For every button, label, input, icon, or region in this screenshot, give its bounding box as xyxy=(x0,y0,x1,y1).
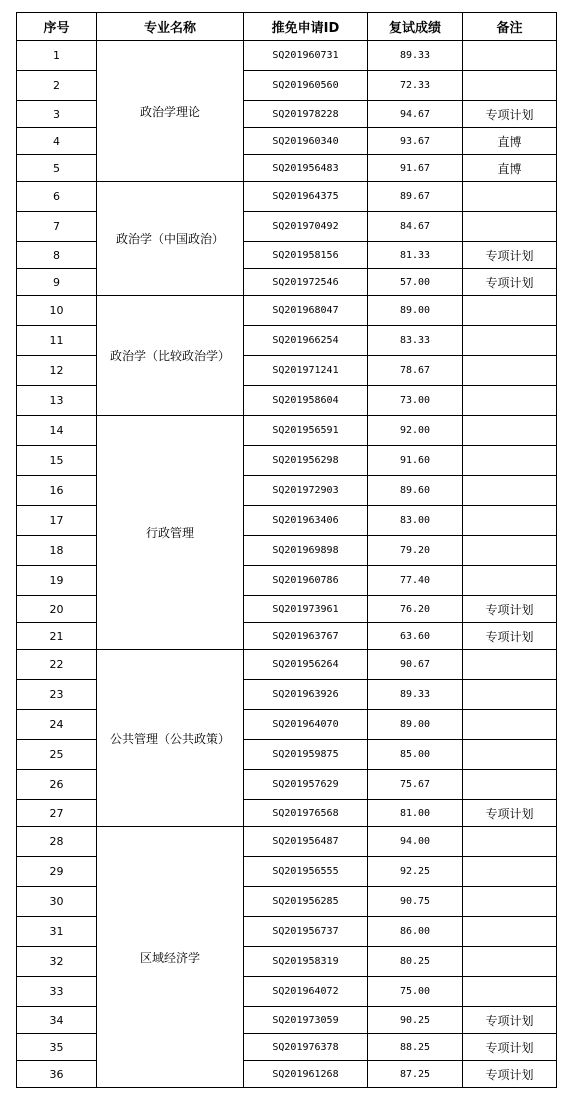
row-index: 10 xyxy=(17,296,97,326)
retest-score: 91.67 xyxy=(368,155,463,182)
application-id: SQ201956737 xyxy=(244,917,368,947)
major-name: 政治学（比较政治学） xyxy=(97,296,244,416)
row-index: 24 xyxy=(17,710,97,740)
row-index: 28 xyxy=(17,827,97,857)
row-index: 2 xyxy=(17,71,97,101)
header-note: 备注 xyxy=(463,13,557,41)
row-index: 11 xyxy=(17,326,97,356)
row-index: 13 xyxy=(17,386,97,416)
application-id: SQ201957629 xyxy=(244,770,368,800)
note: 专项计划 xyxy=(463,1007,557,1034)
note: 专项计划 xyxy=(463,269,557,296)
retest-score: 57.00 xyxy=(368,269,463,296)
row-index: 30 xyxy=(17,887,97,917)
row-index: 18 xyxy=(17,536,97,566)
row-index: 22 xyxy=(17,650,97,680)
row-index: 21 xyxy=(17,623,97,650)
retest-score: 72.33 xyxy=(368,71,463,101)
table-row xyxy=(17,650,557,680)
application-id: SQ201956264 xyxy=(244,650,368,680)
admission-results-table xyxy=(16,12,557,1088)
application-id: SQ201958156 xyxy=(244,242,368,269)
retest-score: 81.00 xyxy=(368,800,463,827)
application-id: SQ201963406 xyxy=(244,506,368,536)
table-header-row xyxy=(17,13,557,41)
row-index: 26 xyxy=(17,770,97,800)
retest-score: 89.33 xyxy=(368,680,463,710)
row-index: 32 xyxy=(17,947,97,977)
application-id: SQ201972903 xyxy=(244,476,368,506)
note xyxy=(463,710,557,740)
note xyxy=(463,977,557,1007)
major-name: 行政管理 xyxy=(97,416,244,650)
application-id: SQ201956298 xyxy=(244,446,368,476)
application-id: SQ201960786 xyxy=(244,566,368,596)
header-application-id: 推免申请ID xyxy=(244,13,368,41)
note xyxy=(463,41,557,71)
row-index: 7 xyxy=(17,212,97,242)
application-id: SQ201976568 xyxy=(244,800,368,827)
retest-score: 77.40 xyxy=(368,566,463,596)
retest-score: 73.00 xyxy=(368,386,463,416)
retest-score: 89.60 xyxy=(368,476,463,506)
application-id: SQ201969898 xyxy=(244,536,368,566)
row-index: 19 xyxy=(17,566,97,596)
application-id: SQ201956555 xyxy=(244,857,368,887)
table-row xyxy=(17,416,557,446)
application-id: SQ201958604 xyxy=(244,386,368,416)
note xyxy=(463,296,557,326)
row-index: 9 xyxy=(17,269,97,296)
row-index: 27 xyxy=(17,800,97,827)
application-id: SQ201956483 xyxy=(244,155,368,182)
application-id: SQ201976378 xyxy=(244,1034,368,1061)
application-id: SQ201956487 xyxy=(244,827,368,857)
row-index: 4 xyxy=(17,128,97,155)
note xyxy=(463,182,557,212)
retest-score: 63.60 xyxy=(368,623,463,650)
table-body xyxy=(17,41,557,1088)
row-index: 25 xyxy=(17,740,97,770)
retest-score: 93.67 xyxy=(368,128,463,155)
application-id: SQ201971241 xyxy=(244,356,368,386)
row-index: 23 xyxy=(17,680,97,710)
note: 专项计划 xyxy=(463,800,557,827)
application-id: SQ201959875 xyxy=(244,740,368,770)
table-row xyxy=(17,41,557,71)
table-row xyxy=(17,296,557,326)
row-index: 14 xyxy=(17,416,97,446)
note xyxy=(463,680,557,710)
application-id: SQ201978228 xyxy=(244,101,368,128)
note xyxy=(463,650,557,680)
note: 专项计划 xyxy=(463,242,557,269)
note xyxy=(463,386,557,416)
major-name: 政治学（中国政治） xyxy=(97,182,244,296)
retest-score: 89.33 xyxy=(368,41,463,71)
application-id: SQ201960560 xyxy=(244,71,368,101)
application-id: SQ201960340 xyxy=(244,128,368,155)
retest-score: 83.00 xyxy=(368,506,463,536)
row-index: 35 xyxy=(17,1034,97,1061)
note xyxy=(463,71,557,101)
note: 专项计划 xyxy=(463,1061,557,1088)
table-row xyxy=(17,827,557,857)
note xyxy=(463,770,557,800)
retest-score: 91.60 xyxy=(368,446,463,476)
retest-score: 75.00 xyxy=(368,977,463,1007)
major-name: 区域经济学 xyxy=(97,827,244,1088)
note xyxy=(463,416,557,446)
major-name: 公共管理（公共政策） xyxy=(97,650,244,827)
application-id: SQ201964375 xyxy=(244,182,368,212)
retest-score: 76.20 xyxy=(368,596,463,623)
table-row xyxy=(17,182,557,212)
note xyxy=(463,356,557,386)
row-index: 29 xyxy=(17,857,97,887)
retest-score: 90.75 xyxy=(368,887,463,917)
row-index: 1 xyxy=(17,41,97,71)
note xyxy=(463,212,557,242)
note xyxy=(463,506,557,536)
major-name: 政治学理论 xyxy=(97,41,244,182)
row-index: 33 xyxy=(17,977,97,1007)
retest-score: 79.20 xyxy=(368,536,463,566)
application-id: SQ201968047 xyxy=(244,296,368,326)
application-id: SQ201964070 xyxy=(244,710,368,740)
application-id: SQ201960731 xyxy=(244,41,368,71)
row-index: 15 xyxy=(17,446,97,476)
row-index: 3 xyxy=(17,101,97,128)
note: 直博 xyxy=(463,128,557,155)
note xyxy=(463,446,557,476)
retest-score: 90.25 xyxy=(368,1007,463,1034)
application-id: SQ201956591 xyxy=(244,416,368,446)
retest-score: 92.25 xyxy=(368,857,463,887)
row-index: 20 xyxy=(17,596,97,623)
note: 专项计划 xyxy=(463,623,557,650)
row-index: 12 xyxy=(17,356,97,386)
retest-score: 90.67 xyxy=(368,650,463,680)
row-index: 16 xyxy=(17,476,97,506)
header-major: 专业名称 xyxy=(97,13,244,41)
note xyxy=(463,476,557,506)
retest-score: 92.00 xyxy=(368,416,463,446)
retest-score: 84.67 xyxy=(368,212,463,242)
retest-score: 87.25 xyxy=(368,1061,463,1088)
retest-score: 86.00 xyxy=(368,917,463,947)
header-index: 序号 xyxy=(17,13,97,41)
note xyxy=(463,857,557,887)
application-id: SQ201964072 xyxy=(244,977,368,1007)
row-index: 6 xyxy=(17,182,97,212)
retest-score: 94.00 xyxy=(368,827,463,857)
application-id: SQ201958319 xyxy=(244,947,368,977)
application-id: SQ201961268 xyxy=(244,1061,368,1088)
retest-score: 80.25 xyxy=(368,947,463,977)
retest-score: 78.67 xyxy=(368,356,463,386)
application-id: SQ201972546 xyxy=(244,269,368,296)
application-id: SQ201956285 xyxy=(244,887,368,917)
retest-score: 81.33 xyxy=(368,242,463,269)
note: 直博 xyxy=(463,155,557,182)
retest-score: 89.67 xyxy=(368,182,463,212)
note xyxy=(463,566,557,596)
row-index: 8 xyxy=(17,242,97,269)
row-index: 34 xyxy=(17,1007,97,1034)
application-id: SQ201963767 xyxy=(244,623,368,650)
application-id: SQ201963926 xyxy=(244,680,368,710)
retest-score: 85.00 xyxy=(368,740,463,770)
note xyxy=(463,887,557,917)
note xyxy=(463,917,557,947)
note xyxy=(463,740,557,770)
application-id: SQ201973059 xyxy=(244,1007,368,1034)
retest-score: 75.67 xyxy=(368,770,463,800)
retest-score: 89.00 xyxy=(368,296,463,326)
header-score: 复试成绩 xyxy=(368,13,463,41)
retest-score: 83.33 xyxy=(368,326,463,356)
retest-score: 94.67 xyxy=(368,101,463,128)
note xyxy=(463,827,557,857)
application-id: SQ201973961 xyxy=(244,596,368,623)
application-id: SQ201966254 xyxy=(244,326,368,356)
note xyxy=(463,326,557,356)
retest-score: 88.25 xyxy=(368,1034,463,1061)
retest-score: 89.00 xyxy=(368,710,463,740)
row-index: 31 xyxy=(17,917,97,947)
note: 专项计划 xyxy=(463,1034,557,1061)
row-index: 5 xyxy=(17,155,97,182)
note: 专项计划 xyxy=(463,596,557,623)
note xyxy=(463,947,557,977)
note: 专项计划 xyxy=(463,101,557,128)
note xyxy=(463,536,557,566)
row-index: 36 xyxy=(17,1061,97,1088)
row-index: 17 xyxy=(17,506,97,536)
application-id: SQ201970492 xyxy=(244,212,368,242)
